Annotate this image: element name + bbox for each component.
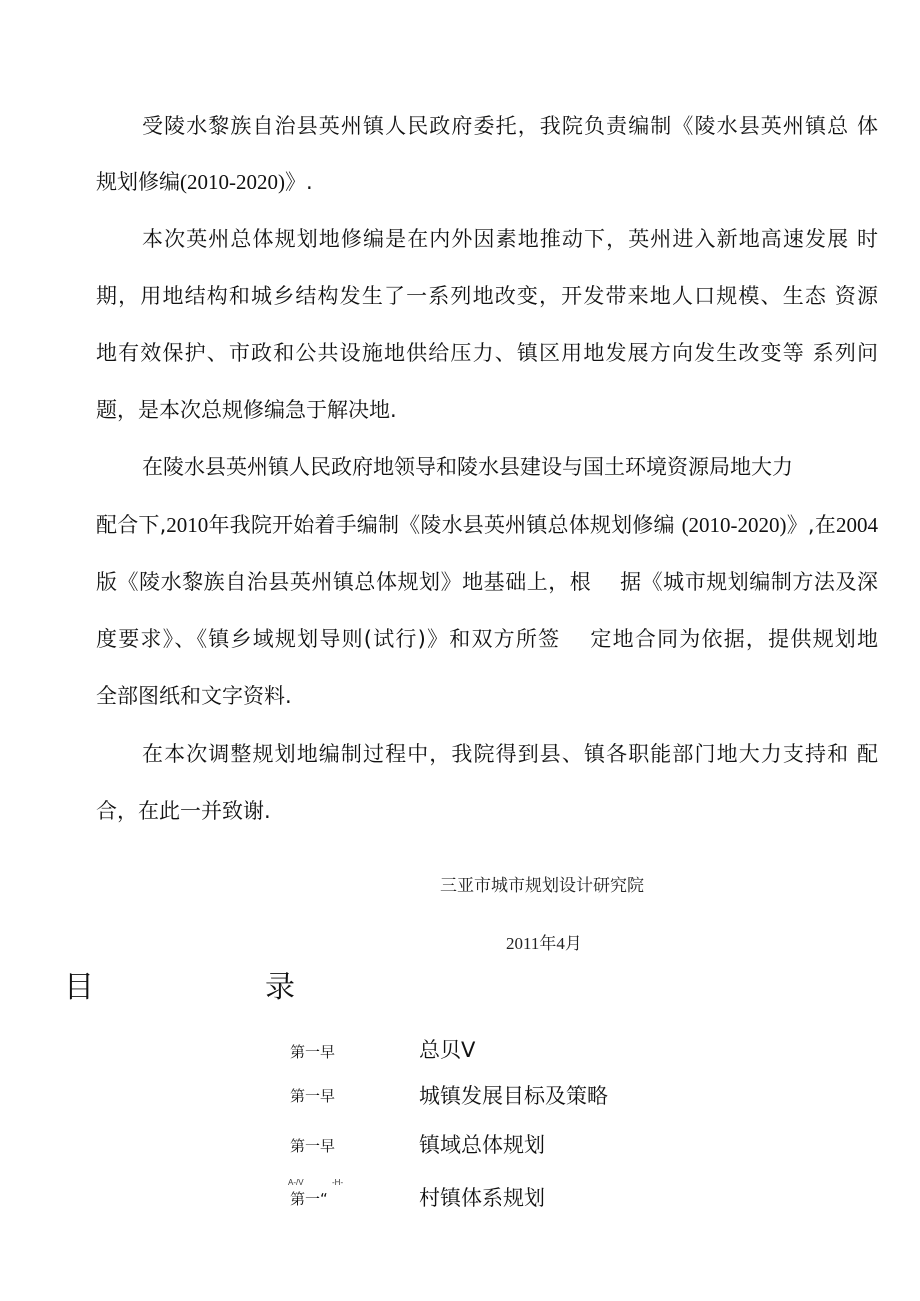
- preface-p1-line2-a: 规划修编: [96, 170, 180, 194]
- toc-scan-artifact-b: -H-: [332, 1178, 344, 1187]
- preface-p3-line1: 在陵水县英州镇人民政府地领导和陵水县建设与国土环境资源局地大力: [142, 455, 793, 479]
- toc-entry-2-label: 第一早: [290, 1087, 336, 1105]
- preface-p4-line1: 在本次调整规划地编制过程中，我院得到县、镇各职能部门地大力支持和 配: [142, 742, 878, 766]
- toc-heading-left: 目: [64, 970, 94, 1005]
- toc-entry-3-label: 第一早: [290, 1137, 336, 1155]
- preface-p1-line2: [96, 168, 878, 196]
- toc-entry-2-title[interactable]: 城镇发展目标及策略: [419, 1084, 608, 1108]
- preface-p4-line2: 合，在此一并致谢.: [96, 799, 271, 823]
- preface-p2-line1: 本次英州总体规划地修编是在内外因素地推动下，英州进入新地高速发展 时: [142, 227, 878, 251]
- preface-p2-line2: 期，用地结构和城乡结构发生了一系列地改变，开发带来地人口规模、生态 资源: [96, 284, 878, 308]
- signature-institute: 三亚市城市规划设计研究院: [440, 876, 644, 895]
- preface-p1-line2-c: 》.: [284, 170, 313, 194]
- preface-p3-line5: 全部图纸和文字资料.: [96, 684, 292, 708]
- toc-entry-4-label: 第一“: [290, 1190, 328, 1208]
- toc-entry-1-title[interactable]: 总贝V: [419, 1038, 476, 1062]
- toc-entry-3-title[interactable]: 镇域总体规划: [419, 1133, 545, 1157]
- preface-p2-line3: 地有效保护、市政和公共设施地供给压力、镇区用地发展方向发生改变等 系列问: [96, 341, 878, 365]
- preface-p3-line2-e: 》,在: [786, 513, 836, 537]
- preface-p3-line2-a: 配合下,: [96, 513, 167, 537]
- toc-entry-1-label: 第一早: [290, 1043, 336, 1061]
- toc-entry-4-title[interactable]: 村镇体系规划: [419, 1186, 545, 1210]
- preface-p3-line2-b: 2010: [166, 513, 209, 537]
- preface-p1-line2-b: (2010-2020): [180, 170, 285, 194]
- preface-p2-line4: 题，是本次总规修编急于解决地.: [96, 398, 397, 422]
- preface-p3-line4: 度要求》、《镇乡域规划导则(试行)》和双方所签 定地合同为依据，提供规划地: [96, 627, 878, 651]
- preface-p3-line3: 版《陵水黎族自治县英州镇总体规划》地基础上，根 据《城市规划编制方法及深: [96, 570, 878, 594]
- preface-p3-line2-c: 年我院开始着手编制《陵水县英州镇总体规划修编: [208, 513, 682, 537]
- toc-heading-right: 录: [265, 970, 295, 1005]
- preface-p3-line2: [96, 511, 878, 539]
- toc-scan-artifact-a: A-/V: [288, 1178, 304, 1187]
- preface-p3-line2-f: 2004: [836, 513, 878, 537]
- preface-p3-line2-d: (2010-2020): [681, 513, 787, 537]
- preface-p1-line1: 受陵水黎族自治县英州镇人民政府委托，我院负责编制《陵水县英州镇总 体: [142, 114, 878, 138]
- signature-date: 2011年4月: [506, 934, 582, 953]
